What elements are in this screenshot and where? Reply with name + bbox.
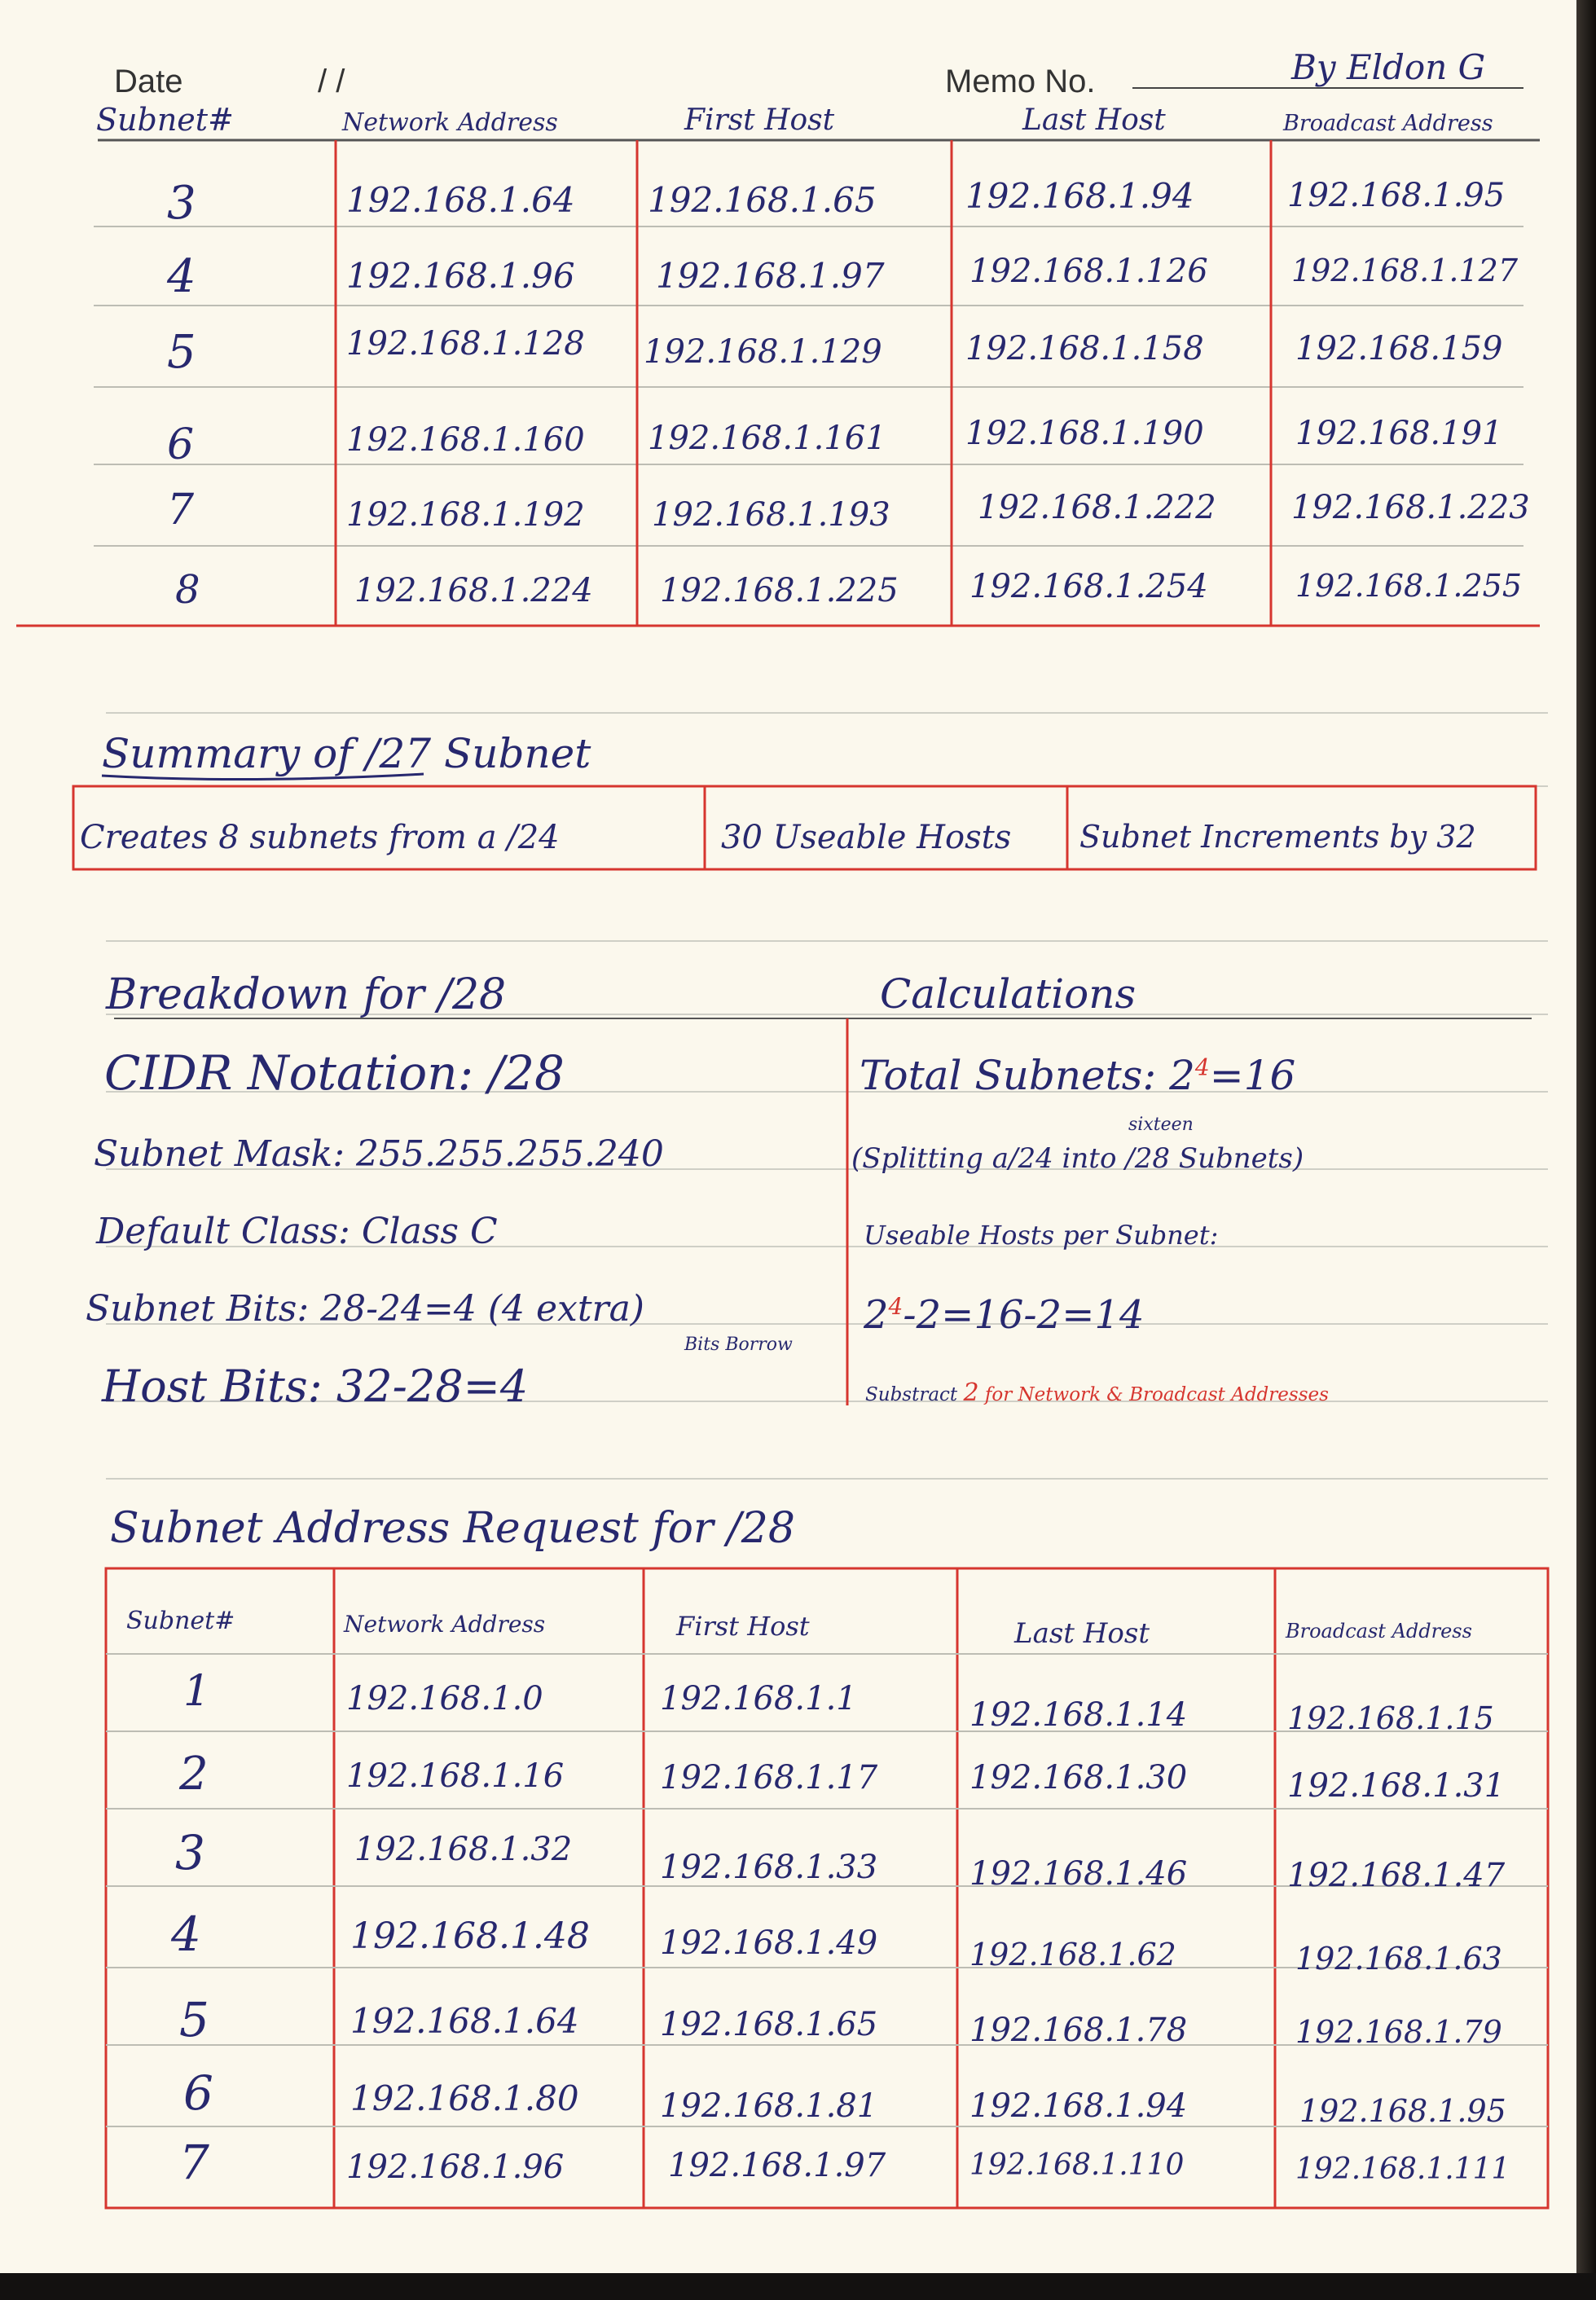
t1-network: 192.168.1.160 (346, 421, 585, 459)
t1-first: 192.168.1.225 (660, 572, 899, 609)
substract-number: 2 (963, 1379, 979, 1407)
t2-first: 192.168.1.49 (660, 1924, 878, 1962)
t1-last: 192.168.1.190 (965, 415, 1204, 452)
t1-broadcast: 192.168.1.127 (1291, 253, 1519, 288)
host-bits: Host Bits: 32-28=4 (102, 1361, 529, 1412)
t2-last: 192.168.1.62 (969, 1937, 1176, 1972)
t2-broadcast: 192.168.1.63 (1295, 1941, 1502, 1977)
t1-broadcast: 192.168.159 (1295, 330, 1503, 367)
bits-borrow-note: Bits Borrow (684, 1335, 793, 1355)
page-bottom-shadow (0, 2273, 1596, 2300)
t2-subnet-num: 5 (179, 1992, 209, 2047)
summary-box-subnets: Creates 8 subnets from a /24 (80, 819, 560, 856)
t2-first: 192.168.1.33 (660, 1849, 878, 1886)
t2-network: 192.168.1.80 (350, 2078, 579, 2118)
t1-network: 192.168.1.64 (346, 180, 575, 220)
calculations-title: Calculations (880, 970, 1137, 1018)
t2-last: 192.168.1.110 (969, 2148, 1185, 2182)
t2-last: 192.168.1.30 (969, 1759, 1188, 1796)
total-subnets-result: =16 (1209, 1052, 1296, 1099)
t1-col-subnet: Subnet# (96, 102, 234, 138)
t2-broadcast: 192.168.1.95 (1299, 2093, 1506, 2129)
t1-col-last: Last Host (1022, 103, 1166, 137)
t2-subnet-num: 3 (175, 1825, 205, 1880)
hosts-calc-exponent: 4 (888, 1293, 904, 1320)
t2-broadcast: 192.168.1.31 (1287, 1767, 1506, 1805)
total-subnets (860, 1052, 1296, 1099)
t1-last: 192.168.1.254 (969, 568, 1208, 605)
t1-network: 192.168.1.128 (346, 325, 585, 363)
t2-subnet-num: 6 (183, 2065, 213, 2121)
t2-first: 192.168.1.97 (668, 2147, 886, 2184)
t2-last: 192.168.1.78 (969, 2012, 1188, 2049)
t1-first: 192.168.1.161 (648, 420, 886, 457)
t1-col-first: First Host (684, 103, 835, 137)
substract-note (865, 1381, 1329, 1405)
t1-first: 192.168.1.97 (656, 256, 885, 296)
summary-box-increments: Subnet Increments by 32 (1079, 819, 1476, 855)
t1-broadcast: 192.168.1.95 (1287, 177, 1506, 214)
t1-subnet-num: 4 (167, 250, 196, 303)
t1-broadcast: 192.168.1.255 (1295, 568, 1523, 604)
t2-network: 192.168.1.0 (346, 1680, 543, 1717)
t1-first: 192.168.1.65 (648, 180, 877, 220)
t1-network: 192.168.1.224 (354, 572, 593, 609)
t2-first: 192.168.1.1 (660, 1680, 857, 1717)
t2-col-last: Last Host (1014, 1617, 1150, 1650)
t1-subnet-num: 6 (167, 420, 195, 469)
t2-first: 192.168.1.65 (660, 2006, 878, 2043)
t1-subnet-num: 7 (167, 486, 195, 534)
hosts-calc-base: 2 (864, 1292, 889, 1338)
useable-hosts-label: Useable Hosts per Subnet: (864, 1220, 1219, 1251)
t1-last: 192.168.1.158 (965, 330, 1204, 367)
t2-subnet-num: 2 (179, 1748, 209, 1801)
t1-broadcast: 192.168.191 (1295, 415, 1503, 452)
t2-col-broadcast: Broadcast Address (1286, 1620, 1472, 1643)
author-signature: By Eldon G (1291, 47, 1486, 87)
sixteen-note: sixteen (1128, 1115, 1194, 1135)
t2-first: 192.168.1.81 (660, 2087, 878, 2125)
t1-col-broadcast: Broadcast Address (1283, 111, 1493, 136)
t2-broadcast: 192.168.1.111 (1295, 2153, 1510, 2186)
t1-subnet-num: 8 (175, 567, 200, 613)
t2-network: 192.168.1.32 (354, 1831, 573, 1868)
t2-broadcast: 192.168.1.15 (1287, 1700, 1494, 1736)
t1-subnet-num: 3 (167, 177, 196, 230)
t2-network: 192.168.1.64 (350, 2001, 579, 2041)
substract-tail: for Network & Broadcast Addresses (984, 1384, 1329, 1405)
t2-subnet-num: 1 (183, 1667, 211, 1716)
t1-last: 192.168.1.222 (978, 489, 1216, 526)
hosts-calculation (864, 1292, 1145, 1338)
memo-label: Memo No. (945, 64, 1096, 99)
t2-broadcast: 192.168.1.79 (1295, 2014, 1502, 2050)
t2-first: 192.168.1.17 (660, 1759, 878, 1796)
date-slashes: / / (318, 64, 345, 99)
t1-broadcast: 192.168.1.223 (1291, 489, 1530, 526)
t2-network: 192.168.1.16 (346, 1757, 565, 1795)
summary-box-hosts: 30 Useable Hosts (721, 819, 1012, 856)
t2-subnet-num: 4 (171, 1906, 201, 1962)
t2-col-first: First Host (676, 1611, 810, 1642)
t1-network: 192.168.1.192 (346, 496, 585, 534)
t2-last: 192.168.1.94 (969, 2087, 1188, 2125)
date-label: Date (114, 64, 183, 99)
hosts-calc-rest: -2=16-2=14 (903, 1292, 1145, 1338)
t2-col-network: Network Address (344, 1611, 546, 1638)
t2-broadcast: 192.168.1.47 (1287, 1857, 1506, 1894)
t1-subnet-num: 5 (167, 326, 196, 379)
breakdown-title: Breakdown for /28 (106, 970, 507, 1019)
t2-col-subnet: Subnet# (126, 1607, 235, 1635)
splitting-start: (Splitting a/24 into (851, 1142, 1117, 1175)
t1-last: 192.168.1.126 (969, 253, 1208, 290)
subnet-mask: Subnet Mask: 255.255.255.240 (94, 1133, 664, 1175)
t1-col-network: Network Address (342, 108, 558, 137)
t1-first: 192.168.1.193 (652, 496, 890, 534)
splitting-end: /28 Subnets) (1125, 1142, 1304, 1175)
t1-network: 192.168.1.96 (346, 256, 575, 296)
splitting-note (851, 1142, 1304, 1175)
summary-title: Summary of /27 Subnet (102, 730, 591, 777)
subnet-bits: Subnet Bits: 28-24=4 (4 extra) (86, 1288, 644, 1330)
t1-first: 192.168.1.129 (644, 333, 882, 371)
total-subnets-label: Total Subnets: 2 (860, 1052, 1195, 1099)
total-subnets-exponent: 4 (1194, 1053, 1210, 1081)
t1-last: 192.168.1.94 (965, 176, 1194, 216)
table2-title: Subnet Address Request for /28 (110, 1504, 795, 1553)
cidr-notation: CIDR Notation: /28 (104, 1045, 565, 1101)
t2-network: 192.168.1.96 (346, 2148, 565, 2186)
t2-last: 192.168.1.46 (969, 1855, 1188, 1893)
substract-word: Substract (865, 1384, 958, 1405)
t2-last: 192.168.1.14 (969, 1696, 1188, 1734)
default-class: Default Class: Class C (96, 1211, 498, 1252)
t2-network: 192.168.1.48 (350, 1915, 590, 1957)
page-edge-shadow (1576, 0, 1596, 2300)
t2-subnet-num: 7 (179, 2135, 209, 2190)
